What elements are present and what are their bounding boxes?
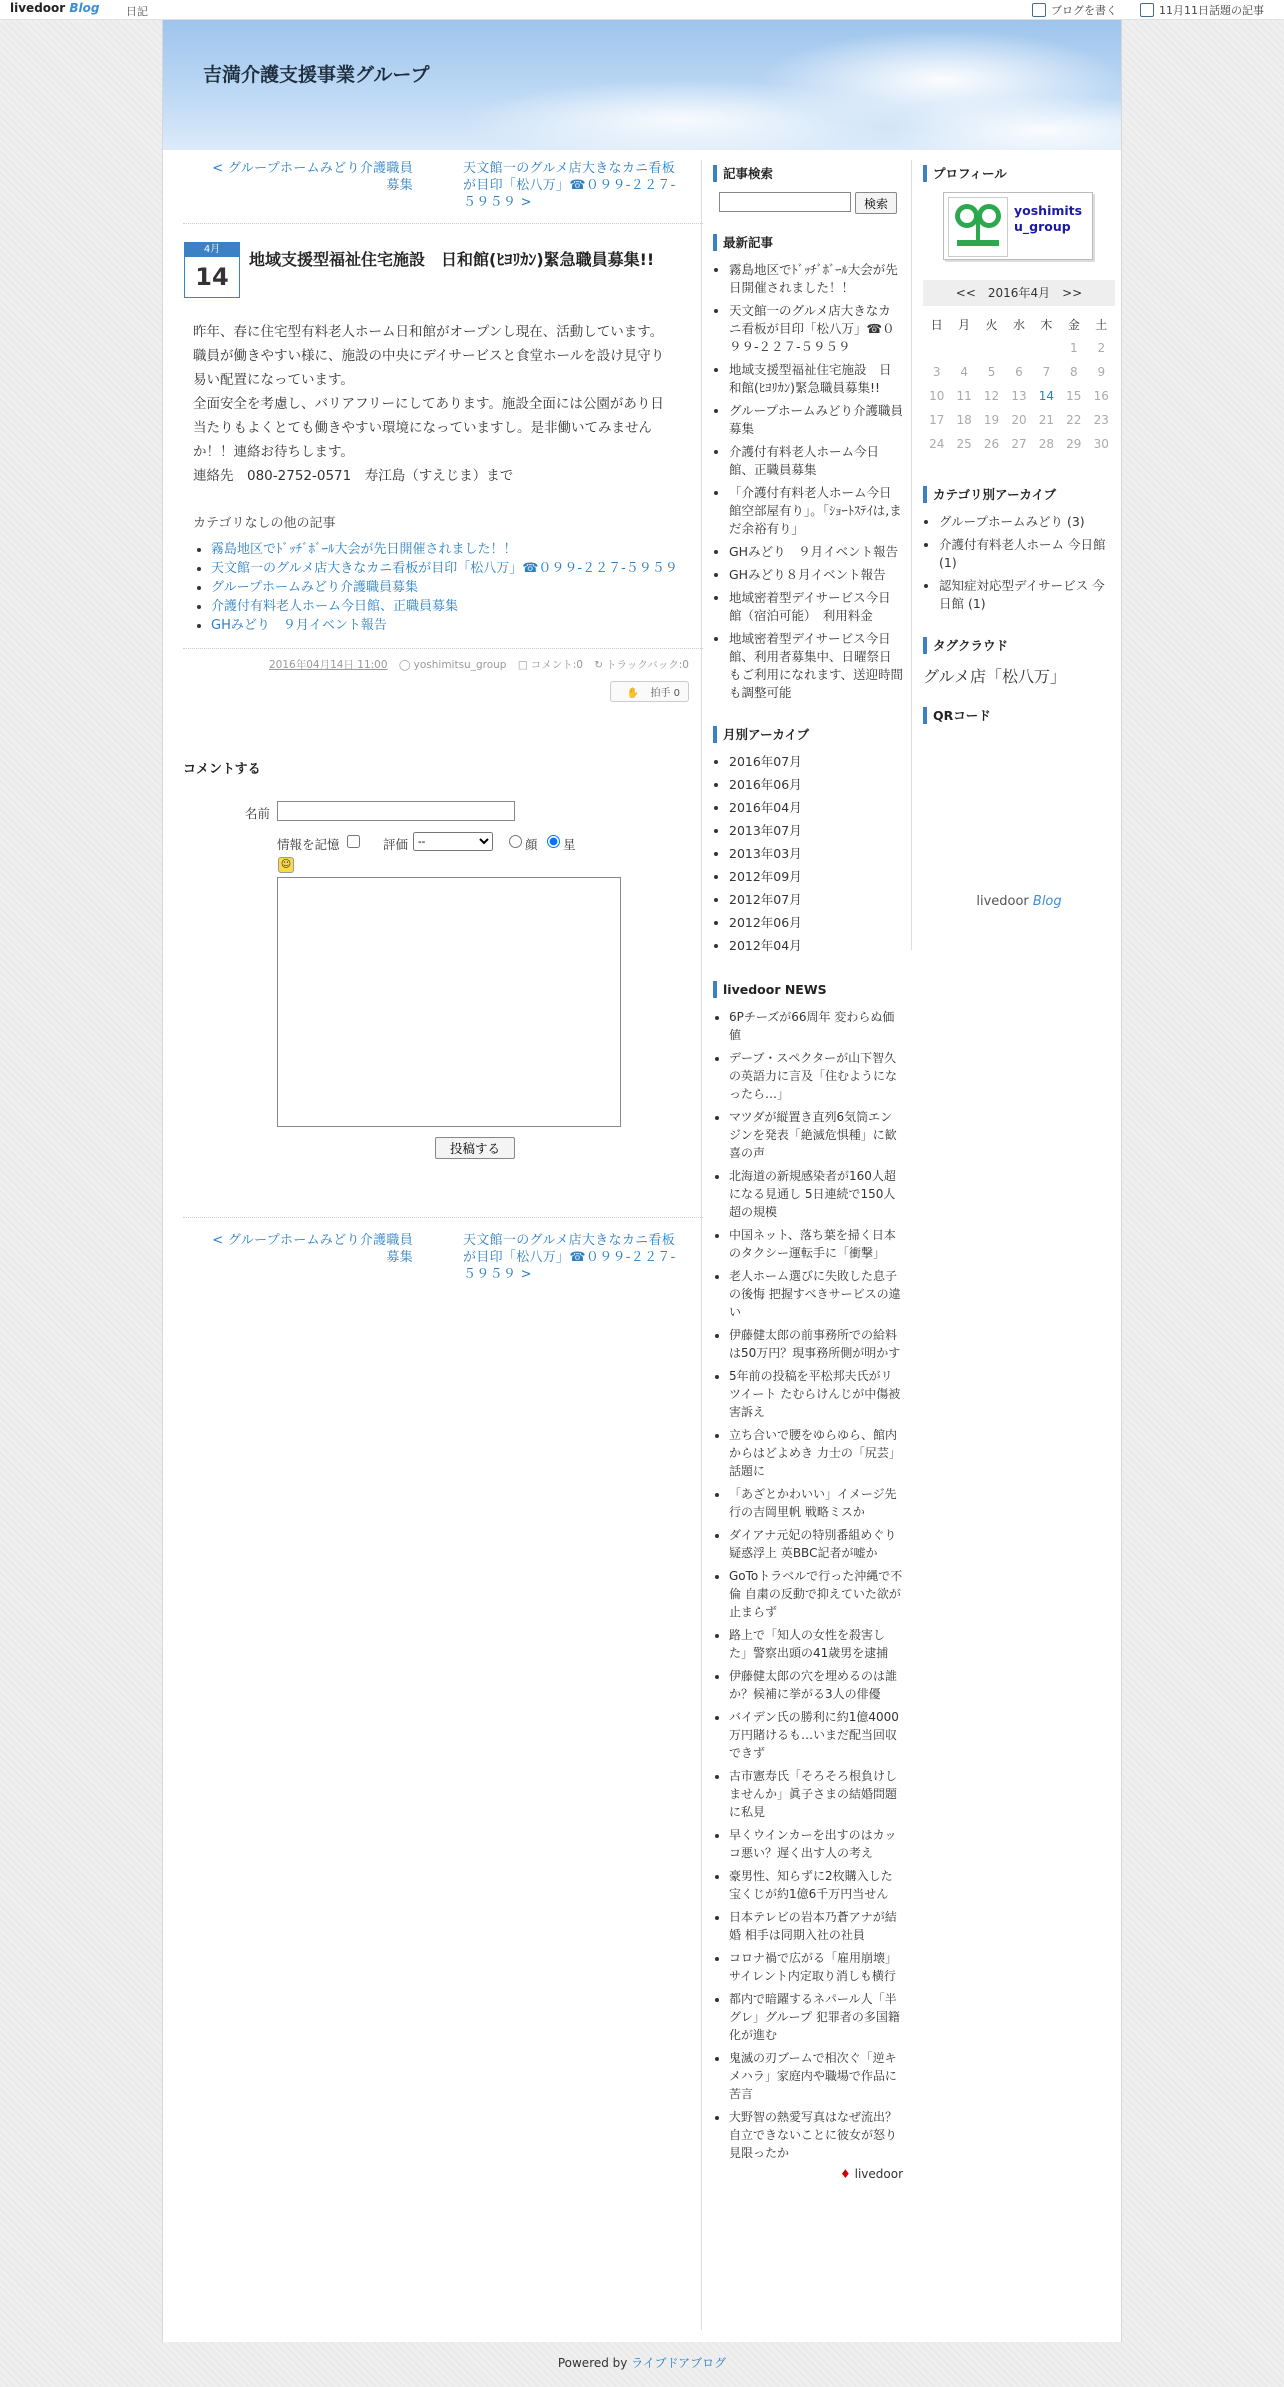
calendar-grid: 日 月 火 水 木 金 土 1 2 3 4 5 6 7 8 9 10 11 12 13 14 15 16 17 18 19 20 21 22 23 24 25 26 27 28 29 30 <box>929 317 1109 451</box>
news-item[interactable]: 路上で「知人の女性を殺害した」警察出頭の41歳男を逮捕 <box>729 1628 889 1660</box>
recent-item[interactable]: 天文館一のグルメ店大きなカニ看板が目印「松八万」☎０９９-２２７-５９５９ <box>729 303 895 354</box>
submit-comment-button[interactable]: 投稿する <box>435 1137 515 1159</box>
star-radio[interactable] <box>547 835 560 848</box>
trackback-icon: ↻ <box>594 659 604 671</box>
news-item[interactable]: 中国ネット、落ち葉を掃く日本のタクシー運転手に「衝撃」 <box>729 1228 896 1260</box>
name-input[interactable] <box>277 801 515 821</box>
news-item[interactable]: 立ち合いで腰をゆらゆら、館内からはどよめき 力士の「尻芸」話題に <box>729 1428 901 1478</box>
news-item[interactable]: 鬼滅の刃ブームで相次ぐ「逆キメハラ」家庭内や職場で作品に苦言 <box>729 2051 897 2101</box>
news-item[interactable]: 古市憲寿氏「そろそろ根負けしませんか」眞子さまの結婚問題に私見 <box>729 1769 898 1819</box>
news-item[interactable]: GoToトラベルで行った沖縄で不倫 自粛の反動で抑えていた欲が止まらず <box>729 1569 903 1619</box>
comment-textarea[interactable] <box>277 877 621 1127</box>
page-footer <box>0 2354 1284 2371</box>
news-item[interactable]: ダイアナ元妃の特別番組めぐり疑惑浮上 英BBC記者が嘘か <box>729 1528 897 1560</box>
category-item[interactable]: 認知症対応型デイサービス 今日館 (1) <box>939 578 1105 611</box>
powered-by-text: Powered by <box>557 2356 628 2370</box>
main-column <box>183 160 703 1295</box>
other-article-link[interactable]: グループホームみどり介護職員募集 <box>211 580 418 595</box>
column-divider <box>701 160 702 2330</box>
face-radio[interactable] <box>509 835 522 848</box>
livedoor-blog-link[interactable]: ライブドアブログ <box>631 2356 727 2370</box>
recent-item[interactable]: 霧島地区でﾄﾞｯﾁﾞﾎﾞｰﾙ大会が先日開催されました！！ <box>729 262 898 295</box>
other-article-link[interactable]: 天文館一のグルメ店大きなカニ看板が目印「松八万」☎０９９-２２７-５９５９ <box>211 561 678 576</box>
news-item[interactable]: バイデン氏の勝利に約1億4000万円賭けるも…いまだ配当回収できず <box>729 1710 899 1760</box>
middle-sidebar <box>713 165 903 2181</box>
tagcloud-heading: タグクラウド <box>923 637 1115 654</box>
comment-form <box>183 758 703 1167</box>
recent-item[interactable]: GHみどり ９月イベント報告 <box>729 544 899 559</box>
next-article-link[interactable]: 天文館一のグルメ店大きなカニ看板が目印「松八万」☎０９９-２２７-５９５９ > <box>463 161 676 210</box>
post-paragraph: 昨年、春に住宅型有料老人ホーム日和館がオープンし現在、活動しています。職員が働きやすい様に、施設の中央にデイサービスと食堂ホールを設け見守り易い配置になっています。 <box>193 324 665 388</box>
search-box <box>719 192 903 214</box>
recent-item[interactable]: 介護付有料老人ホーム今日館、正職員募集 <box>729 444 880 477</box>
remember-label: 情報を記憶 <box>277 837 340 852</box>
qr-heading: QRコード <box>923 707 1115 724</box>
news-item[interactable]: 都内で暗躍するネパール人「半グレ」グループ 犯罪者の多国籍化が進む <box>729 1992 900 2042</box>
tag-link[interactable]: グルメ店「松八万」 <box>923 667 1067 686</box>
archive-item[interactable]: 2012年04月 <box>729 938 802 953</box>
other-article-link[interactable]: GHみどり ９月イベント報告 <box>211 618 387 633</box>
calendar-nav[interactable]: << 2016年4月 >> <box>923 280 1115 306</box>
archive-item[interactable]: 2012年06月 <box>729 915 802 930</box>
profile-card[interactable] <box>943 192 1093 260</box>
news-list <box>729 1008 903 2162</box>
clap-button[interactable]: ✋ 拍手 0 <box>610 681 689 702</box>
page-container <box>162 20 1122 2342</box>
topic-link[interactable]: 11月11日話題の記事 <box>1140 2 1264 18</box>
post-author[interactable]: yoshimitsu_group <box>413 659 507 671</box>
news-item[interactable]: 「あざとかわいい」イメージ先行の吉岡里帆 戦略ミスか <box>729 1487 897 1519</box>
recent-item[interactable]: 地域密着型デイサービス今日館、利用者募集中、日曜祭日もご利用になれます、送迎時間も調整可能 <box>729 631 904 700</box>
livedoor-blog-logo[interactable]: livedoor Blog <box>10 1 100 15</box>
news-item[interactable]: 伊藤健太郎の穴を埋めるのは誰か？候補に挙がる3人の俳優 <box>729 1669 898 1701</box>
search-button[interactable]: 検索 <box>855 192 897 214</box>
recent-item[interactable]: 地域密着型デイサービス今日館（宿泊可能） 利用料金 <box>729 590 891 623</box>
search-heading: 記事検索 <box>713 165 903 182</box>
recent-item[interactable]: GHみどり８月イベント報告 <box>729 567 886 582</box>
diary-link[interactable]: 日記 <box>126 5 148 18</box>
blog-title[interactable]: 吉満介護支援事業グループ <box>203 64 430 86</box>
date-day: 14 <box>195 263 229 291</box>
archive-item[interactable]: 2016年07月 <box>729 754 802 769</box>
news-item[interactable]: 6Pチーズが66周年 変わらぬ価値 <box>729 1010 895 1042</box>
news-footer[interactable]: ♦ livedoor <box>840 2167 903 2181</box>
name-label: 名前 <box>245 806 271 821</box>
recent-heading: 最新記事 <box>713 234 903 251</box>
category-item[interactable]: 介護付有料老人ホーム 今日館 (1) <box>939 537 1106 570</box>
blog-header <box>163 20 1121 150</box>
comment-heading: コメントする <box>183 762 261 777</box>
news-item[interactable]: 早くウインカーを出すのはカッコ悪い？遅く出す人の考え <box>729 1828 897 1860</box>
user-icon: ◯ <box>398 659 411 671</box>
recent-list <box>729 261 903 702</box>
post-paragraph: 連絡先 080-2752-0571 寿江島（すえじま）まで <box>193 468 514 484</box>
top-bar <box>0 0 1284 20</box>
category-item[interactable]: グループホームみどり (3) <box>939 514 1085 529</box>
pager-top <box>183 160 703 224</box>
news-item[interactable]: 豪男性、知らずに2枚購入した宝くじが約1億6千万円当せん <box>729 1869 893 1901</box>
face-label: 顔 <box>525 837 538 852</box>
calendar <box>923 280 1115 456</box>
profile-name[interactable]: yoshimitsu_group <box>1014 203 1083 234</box>
right-sidebar <box>923 165 1115 909</box>
category-heading: カテゴリ別アーカイブ <box>923 486 1115 503</box>
comment-count[interactable]: コメント:0 <box>530 659 583 671</box>
post-paragraph: 全面安全を考慮し、バリアフリーにしてあります。施設全面には公園があり日当たりもよくとても働きやすい環境になっていますし。是非働いてみませんか！！連絡お待ちします。 <box>193 396 664 460</box>
news-heading: livedoor NEWS <box>713 981 903 998</box>
post-body <box>193 320 673 488</box>
date-month: 4月 <box>185 243 239 257</box>
clap-icon: ✋ <box>626 688 640 699</box>
prev-article-link[interactable]: < グループホームみどり介護職員募集 <box>212 1233 413 1265</box>
comment-icon: □ <box>517 659 528 671</box>
news-item[interactable]: 北海道の新規感染者が160人超になる見通し 5日連続で150人超の規模 <box>729 1169 896 1219</box>
news-item[interactable]: 老人ホーム選びに失敗した息子の後悔 把握すべきサービスの違い <box>729 1269 901 1319</box>
column-divider <box>911 160 912 950</box>
other-articles-heading: カテゴリなしの他の記事 <box>193 516 336 531</box>
emoji-icon[interactable]: ☺ <box>278 857 294 873</box>
news-item[interactable]: 5年前の投稿を平松邦夫氏がリツイート たむらけんじが中傷被害訴え <box>729 1369 901 1419</box>
sprout-icon <box>949 198 1007 256</box>
news-item[interactable]: マツダが縦置き直列6気筒エンジンを発表「絶滅危惧種」に歓喜の声 <box>729 1110 897 1160</box>
post-date-link[interactable]: 2016年04月14日 11:00 <box>268 659 388 671</box>
calendar-day-link[interactable]: 14 <box>1038 389 1055 403</box>
pager-bottom <box>183 1217 703 1295</box>
prev-article-link[interactable]: < グループホームみどり介護職員募集 <box>212 161 413 193</box>
profile-heading: プロフィール <box>923 165 1115 182</box>
news-item[interactable]: 伊藤健太郎の前事務所での給料は50万円？現事務所側が明かす <box>729 1328 901 1360</box>
qr-area <box>923 734 1115 894</box>
archive-list <box>729 753 903 955</box>
rating-label: 評価 <box>383 837 409 852</box>
archive-heading: 月別アーカイブ <box>713 726 903 743</box>
recent-item[interactable]: グループホームみどり介護職員募集 <box>729 403 904 436</box>
news-item[interactable]: コロナ禍で広がる「雇用崩壊」 サイレント内定取り消しも横行 <box>729 1951 898 1983</box>
archive-item[interactable]: 2016年04月 <box>729 800 802 815</box>
recent-item[interactable]: 「介護付有料老人ホーム今日館空部屋有り」。「ｼｮｰﾄｽﾃｲは,まだ余裕有り」 <box>729 485 902 536</box>
other-article-link[interactable]: 介護付有料老人ホーム今日館、正職員募集 <box>211 599 459 614</box>
rating-select[interactable] <box>413 832 493 851</box>
next-article-link[interactable]: 天文館一のグルメ店大きなカニ看板が目印「松八万」☎０９９-２２７-５９５９ > <box>463 1233 676 1282</box>
archive-item[interactable]: 2012年09月 <box>729 869 802 884</box>
archive-item[interactable]: 2016年06月 <box>729 777 802 792</box>
write-blog-link[interactable]: ブログを書く <box>1032 2 1117 18</box>
livedoor-icon: ♦ <box>840 2167 851 2181</box>
date-badge <box>184 242 240 298</box>
post-title[interactable]: 地域支援型福祉住宅施設 日和館(ﾋﾖﾘｶﾝ)緊急職員募集!! <box>249 250 655 269</box>
livedoor-blog-badge[interactable]: livedoor Blog <box>976 894 1062 909</box>
category-list <box>939 513 1115 613</box>
post-footer <box>183 648 703 710</box>
star-label: 星 <box>563 837 576 852</box>
recent-item[interactable]: 地域支援型福祉住宅施設 日和館(ﾋﾖﾘｶﾝ)緊急職員募集!! <box>729 362 892 395</box>
archive-item[interactable]: 2013年03月 <box>729 846 802 861</box>
remember-checkbox[interactable] <box>347 835 360 848</box>
calendar-icon <box>1140 3 1154 17</box>
news-item[interactable]: デーブ・スペクターが山下智久の英語力に言及「住むようになったら…」 <box>729 1051 898 1101</box>
other-articles <box>183 512 703 634</box>
trackback-count[interactable]: トラックバック:0 <box>606 659 689 671</box>
archive-item[interactable]: 2012年07月 <box>729 892 802 907</box>
pencil-icon <box>1032 3 1046 17</box>
search-input[interactable] <box>719 192 851 212</box>
news-item[interactable]: 日本テレビの岩本乃蒼アナが結婚 相手は同期入社の社員 <box>729 1910 897 1942</box>
post-header <box>183 242 703 302</box>
archive-item[interactable]: 2013年07月 <box>729 823 802 838</box>
other-article-link[interactable]: 霧島地区でﾄﾞｯﾁﾞﾎﾞｰﾙ大会が先日開催されました！！ <box>211 542 517 557</box>
news-item[interactable]: 大野智の熱愛写真はなぜ流出？自立できないことに彼女が怒り見限ったか <box>729 2110 898 2160</box>
profile-image <box>948 197 1008 257</box>
